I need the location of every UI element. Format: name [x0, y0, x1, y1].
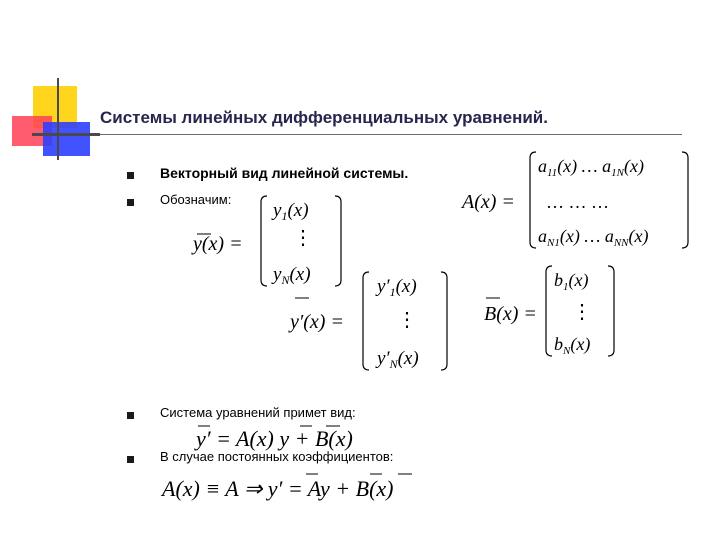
svg-text:A(x) ≡ A ⇒ y′ = Ay + B(x): A(x) ≡ A ⇒ y′ = Ay + B(x): [162, 476, 394, 501]
title-underline: [32, 134, 682, 135]
bullet-marker: [127, 172, 134, 179]
svg-text:b1(x): $b_1(x)$: [554, 270, 589, 293]
svg-text:bN(x): $b_N(x)$: [554, 334, 591, 357]
svg-text:yN(x): $y_N(x)$: [273, 264, 311, 287]
svg-text:aN1(x) … aNN(x): $a_{N1}(x)$ … $a_{NN}(x)$: [538, 226, 649, 249]
formula-A-matrix: [460, 148, 695, 252]
slide-title: Системы линейных дифференциальных уравнений.: [100, 108, 548, 127]
bullet-marker: [127, 456, 134, 463]
bullet-text-constant: В случае постоянных коэффициентов:: [160, 449, 394, 464]
svg-text:y(x) =: y(x) =: [193, 233, 243, 255]
svg-text:y′N(x): $y'_N(x)$: [377, 348, 419, 371]
formula-y-prime-vector: [285, 268, 455, 376]
decor-vertical-line: [57, 78, 59, 160]
svg-text:a11(x) … a1N(x): $a_{11}(x)$ … $a_{1N}(x)$: [538, 156, 644, 179]
svg-text:… … …: … … …: [546, 192, 609, 212]
svg-text:B(x) =: B(x) =: [484, 303, 537, 325]
decor-blue-square: [43, 122, 90, 156]
svg-text:y1(x): $y_1(x)$: [273, 200, 309, 223]
bullet-marker: [127, 412, 134, 419]
bullet-text-system: Система уравнений примет вид:: [160, 405, 356, 420]
svg-text:A(x) =: A(x) =: [462, 191, 515, 213]
svg-text:⋮: ⋮: [397, 309, 417, 331]
formula-constant-coefficients: [160, 468, 460, 504]
formula-B-vector: [480, 262, 620, 362]
title-underline-accent: [32, 133, 100, 136]
svg-text:⋮: ⋮: [293, 227, 313, 249]
formula-system: [190, 420, 390, 454]
svg-text:y′(x) =: y′(x) =: [290, 311, 344, 333]
svg-text:y′ = A(x) y + B(x): y′ = A(x) y + B(x): [196, 426, 353, 451]
bullet-text-denote: Обозначим:: [160, 192, 232, 207]
svg-text:⋮: ⋮: [572, 301, 592, 323]
svg-text:y′1(x): $y'_1(x)$: [377, 276, 417, 299]
bullet-marker: [127, 199, 134, 206]
bullet-text-vector-form: Векторный вид линейной системы.: [160, 165, 409, 181]
